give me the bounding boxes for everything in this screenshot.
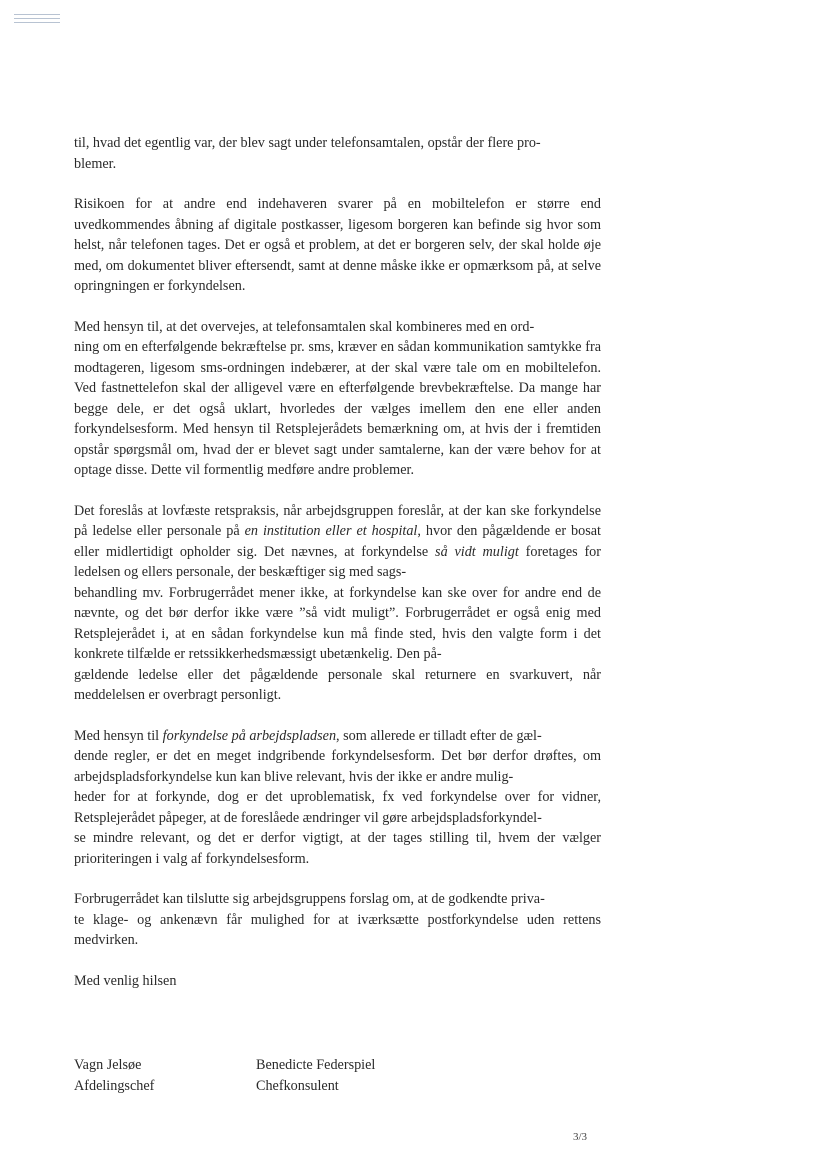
paragraph-text: Det foreslås at lovfæste retspraksis, når arbejdsgruppen foreslår, at der kan ske forkyndelse på ledelse eller personale på [74, 502, 601, 539]
emphasis-text: forkyndelse på arbejdspladsen [162, 727, 337, 744]
paragraph-text: Forbrugerrådet kan tilslutte sig arbejdsgruppens forslag om, at de godkendte priva- te klage- og ankenævn får mulighed for at iværksætte postforkyndelse uden rettens medvirken. [74, 891, 601, 948]
paragraph-text: Med hensyn til [74, 727, 163, 744]
signatory-1 [74, 1055, 154, 1096]
emphasis-text: så vidt muligt [435, 543, 519, 560]
paragraph-text: foretages for ledelsen og ellers personale, der beskæftiger sig med sags- behandling mv. Forbrugerrådet mener ikke, at forkyndelse kan ske over for andre end de nævnte, og det bør derfor ikke være ”så vidt muligt”. Forbrugerrådet er også enig med Retsplejerådet i, at en sådan forkyndelse kun må finde sted, hvis den valgte form i det konkrete tilfælde er retssikkerhedsmæssigt ubetænkelig. Den på- gældende ledelse eller det pågældende personale skal returnere en svarkuvert, når meddelelsen er overbragt personligt. [74, 543, 601, 703]
emphasis-text: en institution eller et hospital [244, 523, 418, 539]
paragraph [74, 317, 601, 481]
paragraph [74, 194, 601, 297]
page-number: 3/3 [573, 1131, 588, 1143]
paragraph [74, 501, 601, 706]
paragraph-text: , som allerede er tilladt efter de gæl- dende regler, er det en meget indgribende forkyndelsesform. Det bør derfor drøftes, om arbejdspladsforkyndelse kun kan blive relevant, hvis der ikke er andre mulig- heder for at forkynde, dog er det uproblematisk, fx ved forkyndelse over for vidner, Retsplejerådet påpeger, at de foreslåede ændringer vil gøre arbejdspladsforkyndel- se mindre relevant, og det er derfor vigtigt, at der tages stilling til, hvem der vælger prioriteringen i valg af forkyndelsesform. [74, 727, 601, 867]
paragraph-text: , hvor den pågældende er bosat eller midlertidigt opholder sig. Det nævnes, at forkyndelse [74, 523, 601, 560]
signatory-2 [256, 1055, 375, 1096]
paragraph-text: til, hvad det egentlig var, der blev sagt under telefonsamtalen, opstår der flere pro- blemer. [74, 135, 541, 172]
scan-mark [14, 14, 60, 30]
signatory-name: Vagn Jelsøe [74, 1057, 142, 1073]
paragraph [74, 889, 601, 951]
signatory-name: Benedicte Federspiel [256, 1057, 376, 1073]
letter-body [74, 133, 601, 991]
paragraph [74, 726, 601, 870]
paragraph-list [74, 133, 601, 951]
closing-greeting: Med venlig hilsen [74, 972, 177, 989]
paragraph-text: Risikoen for at andre end indehaveren svarer på en mobiltelefon er større end uvedkommendes åbning af digitale postkasser, ligesom borgeren kan befinde sig hvor som helst, når telefonen tages. Det er også et problem, at det er borgeren selv, der skal holde øje med, om dokumentet bliver eftersendt, samt at denne måske ikke er opmærksom på, at selve opringningen er forkyndelsen. [74, 196, 601, 294]
signatory-title: Chefkonsulent [256, 1077, 339, 1094]
paragraph [74, 133, 601, 174]
signatory-title: Afdelingschef [74, 1077, 155, 1094]
paragraph-text: Med hensyn til, at det overvejes, at telefonsamtalen skal kombineres med en ord- ning om en efterfølgende bekræftelse pr. sms, kræver en sådan kommunikation samtykke fra modtageren, ligesom sms-ordningen indebærer, at der skal være tale om en mobiltelefon. Ved fastnettelefon skal der alligevel være en efterfølgende brevbekræftelse. Da mange har begge dele, er det også uklart, hvorledes der vælges imellem den ene eller anden forkyndelsesform. Med hensyn til Retsplejerådets bemærkning om, at hvis der i fremtiden opstår spørgsmål om, hvad der er blevet sagt under samtalerne, kan der være behov for at optage disse. Dette vil formentlig medføre andre problemer. [74, 318, 601, 478]
